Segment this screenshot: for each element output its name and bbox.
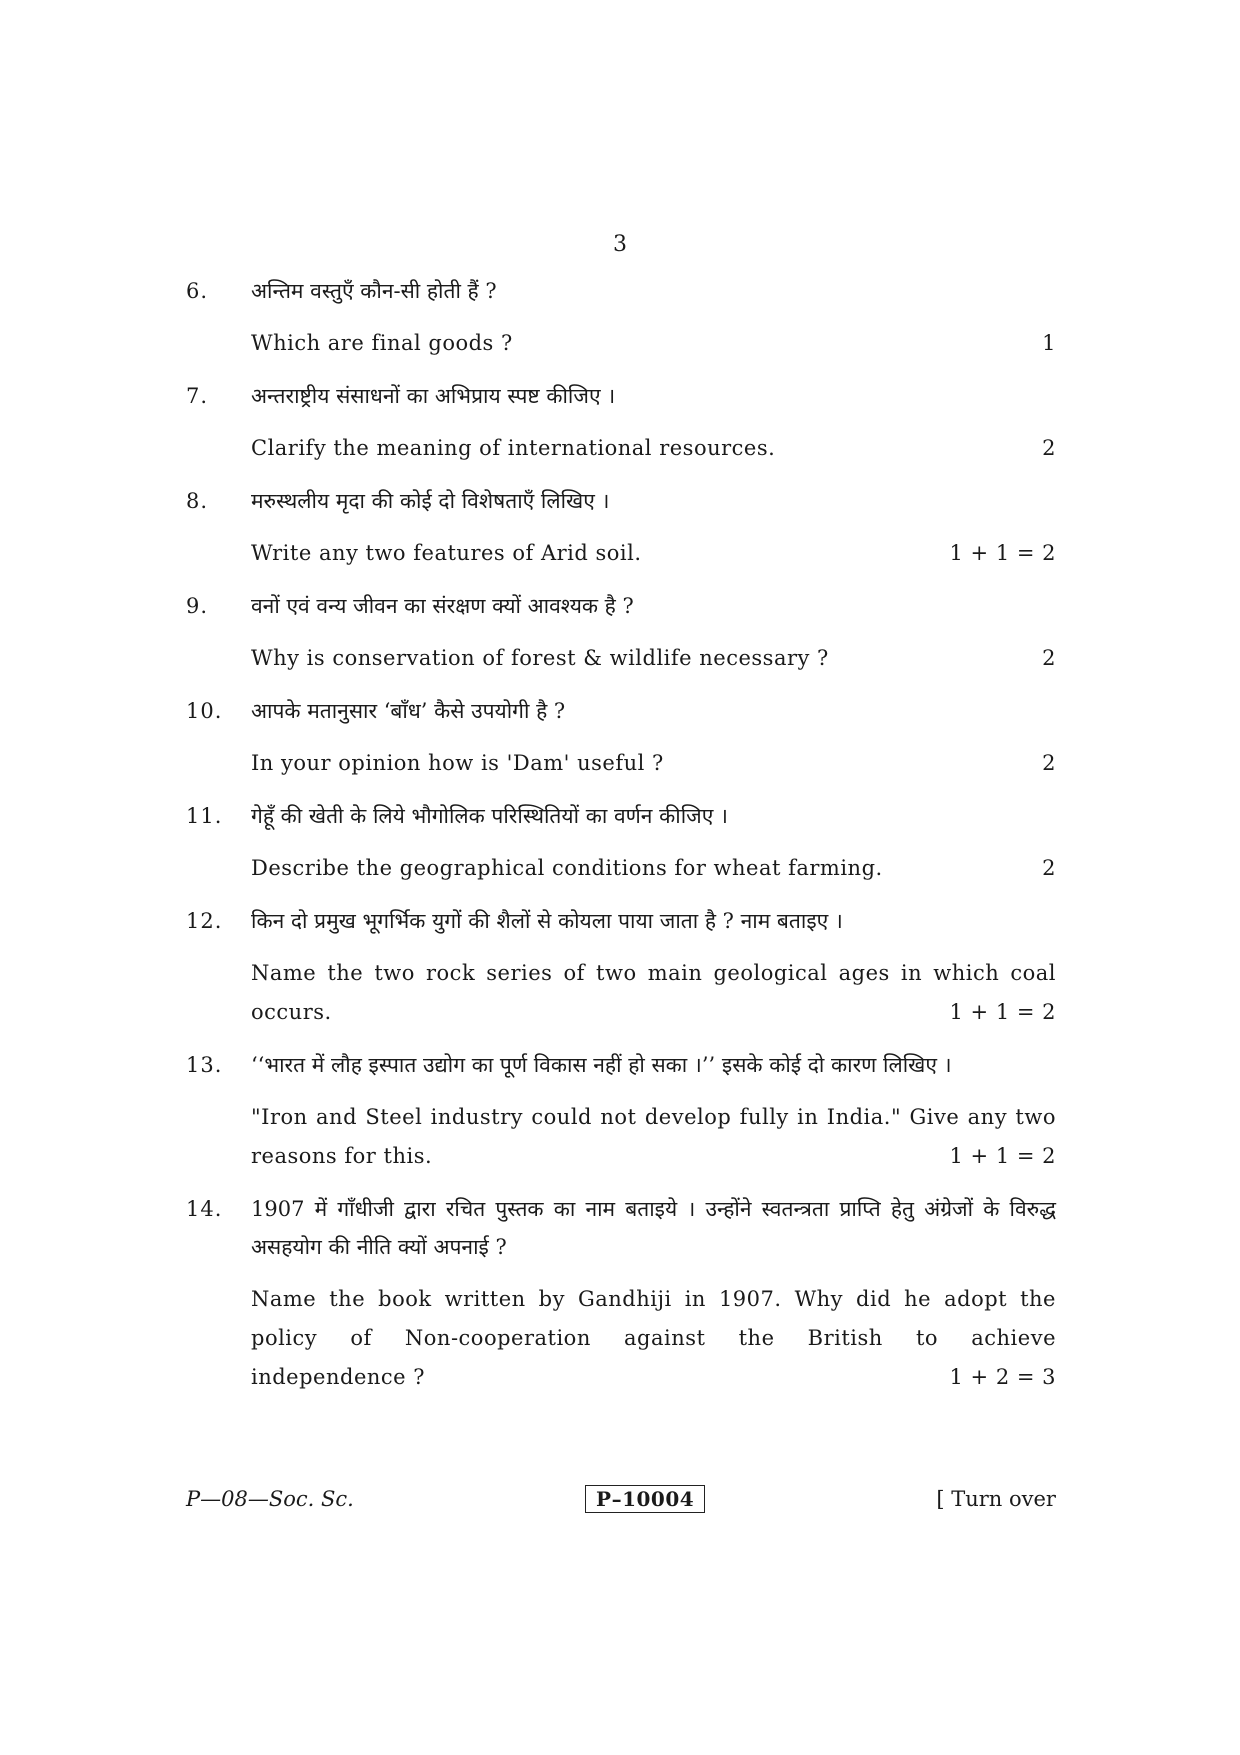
question-8	[186, 482, 1056, 573]
page-footer	[186, 1482, 1056, 1516]
question-marks: 1 + 2 = 3	[949, 1365, 1056, 1389]
question-english: Describe the geographical conditions for wheat farming.	[251, 856, 883, 880]
question-marks: 1 + 1 = 2	[949, 1144, 1056, 1168]
question-hindi: अन्तराष्ट्रीय संसाधनों का अभिप्राय स्पष्ट कीजिए ।	[251, 384, 616, 408]
question-english-line: reasons for this.	[251, 1144, 433, 1168]
question-number: 12.	[186, 909, 223, 933]
question-marks: 1 + 1 = 2	[949, 1000, 1056, 1024]
question-hindi: गेहूँ की खेती के लिये भौगोलिक परिस्थितियों का वर्णन कीजिए ।	[251, 804, 728, 828]
page-number: 3	[613, 232, 627, 257]
turn-over-note: [ Turn over	[936, 1487, 1056, 1511]
paper-code-box: P–10004	[585, 1485, 705, 1513]
question-english: Which are final goods ?	[251, 331, 513, 355]
question-english: Clarify the meaning of international resources.	[251, 436, 776, 460]
question-hindi: ‘‘भारत में लौह इस्पात उद्योग का पूर्ण विकास नहीं हो सका ।’’ इसके कोई दो कारण लिखिए ।	[251, 1053, 952, 1077]
question-12	[186, 902, 1056, 1032]
question-english-line: Name the two rock series of two main geological ages in which coal	[251, 961, 1056, 985]
question-9	[186, 587, 1056, 678]
question-english-line: Name the book written by Gandhiji in 1907. Why did he adopt the	[251, 1287, 1056, 1311]
question-list	[186, 272, 1056, 1411]
question-marks: 2	[1042, 856, 1056, 880]
question-7	[186, 377, 1056, 468]
question-number: 7.	[186, 384, 209, 408]
question-english-line: policy of Non-cooperation against the British to achieve	[251, 1326, 1056, 1350]
question-number: 13.	[186, 1053, 223, 1077]
question-marks: 1	[1042, 331, 1056, 355]
question-marks: 1 + 1 = 2	[949, 541, 1056, 565]
question-hindi: 1907 में गाँधीजी द्वारा रचित पुस्तक का नाम बताइये । उन्होंने स्वतन्त्रता प्राप्ति हेतु अंग्रेजों के विरुद्ध असहयोग की नीति क्यों अपनाई ?	[251, 1197, 1056, 1259]
question-hindi: आपके मतानुसार ‘बाँध’ कैसे उपयोगी है ?	[251, 699, 566, 723]
question-marks: 2	[1042, 751, 1056, 775]
question-marks: 2	[1042, 646, 1056, 670]
question-14	[186, 1190, 1056, 1397]
question-6	[186, 272, 1056, 363]
question-english-line: occurs.	[251, 1000, 332, 1024]
question-hindi: मरुस्थलीय मृदा की कोई दो विशेषताएँ लिखिए ।	[251, 489, 610, 513]
question-hindi: अन्तिम वस्तुएँ कौन-सी होती हैं ?	[251, 279, 497, 303]
question-number: 11.	[186, 804, 223, 828]
question-11	[186, 797, 1056, 888]
question-number: 9.	[186, 594, 209, 618]
question-english: In your opinion how is 'Dam' useful ?	[251, 751, 664, 775]
paper-subject-code: P—08—Soc. Sc.	[186, 1487, 354, 1511]
question-number: 14.	[186, 1197, 223, 1221]
question-13	[186, 1046, 1056, 1176]
question-english: Why is conservation of forest & wildlife necessary ?	[251, 646, 829, 670]
question-number: 8.	[186, 489, 209, 513]
question-english-line: independence ?	[251, 1365, 426, 1389]
question-10	[186, 692, 1056, 783]
question-marks: 2	[1042, 436, 1056, 460]
question-number: 10.	[186, 699, 223, 723]
question-english: Write any two features of Arid soil.	[251, 541, 642, 565]
question-number: 6.	[186, 279, 209, 303]
question-hindi: किन दो प्रमुख भूगर्भिक युगों की शैलों से कोयला पाया जाता है ? नाम बताइए ।	[251, 909, 843, 933]
question-hindi: वनों एवं वन्य जीवन का संरक्षण क्यों आवश्यक है ?	[251, 594, 634, 618]
question-english-line: "Iron and Steel industry could not develop fully in India." Give any two	[251, 1105, 1056, 1129]
